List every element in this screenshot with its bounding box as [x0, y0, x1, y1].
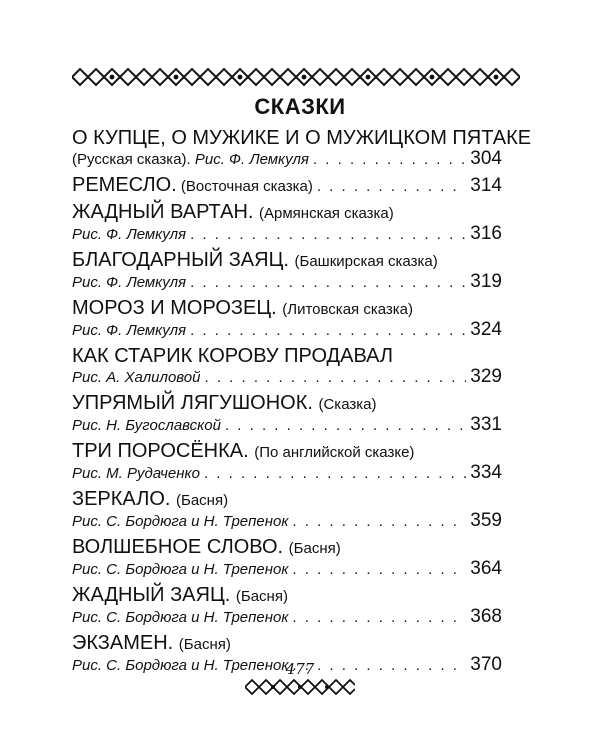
entry-page-number: 319: [470, 271, 502, 292]
entry-note: (Башкирская сказка): [294, 253, 438, 270]
entry-note: (Армянская сказка): [259, 205, 394, 222]
entry-title: РЕМЕСЛО.: [72, 174, 177, 196]
entry-page-number: 314: [470, 175, 502, 196]
entry-title: КАК СТАРИК КОРОВУ ПРОДАВАЛ: [72, 345, 394, 367]
leader-dots: [292, 512, 466, 532]
entry-title: БЛАГОДАРНЫЙ ЗАЯЦ.: [72, 249, 289, 271]
toc-entry: [72, 127, 532, 170]
toc-entry: [72, 298, 502, 341]
entry-page-number: 334: [470, 462, 502, 483]
entry-note: (Басня): [288, 540, 341, 557]
entry-credit: Рис. С. Бордюга и Н. Трепенок: [72, 513, 289, 530]
entry-note: (По английской сказке): [254, 444, 415, 461]
entry-note: (Сказка): [318, 396, 377, 413]
entry-page-number: 331: [470, 414, 502, 435]
entry-title: МОРОЗ И МОРОЗЕЦ.: [72, 297, 277, 319]
entry-title: ВОЛШЕБНОЕ СЛОВО.: [72, 536, 284, 558]
entry-title: ЖАДНЫЙ ЗАЯЦ.: [72, 584, 231, 606]
toc-entry: [72, 250, 502, 293]
section-title: СКАЗКИ: [254, 94, 346, 119]
entry-credit: Рис. Н. Бугославской: [72, 417, 221, 434]
bottom-ornament: [245, 678, 355, 696]
entry-note: (Литовская сказка): [282, 301, 414, 318]
entry-note: (Басня): [178, 636, 231, 653]
toc-entry: [72, 175, 502, 197]
entry-page-number: 316: [470, 223, 502, 244]
leader-dots: [317, 177, 466, 197]
leader-dots: [225, 416, 466, 436]
top-ornament: [72, 66, 520, 88]
entry-credit: Рис. С. Бордюга и Н. Трепенок: [72, 561, 289, 578]
entry-note: (Басня): [176, 492, 229, 509]
entry-title: ЖАДНЫЙ ВАРТАН.: [72, 201, 254, 223]
entry-credit: Рис. Ф. Лемкуля: [194, 151, 309, 168]
leader-dots: [190, 225, 466, 245]
entry-page-number: 368: [470, 606, 502, 627]
page-number: 477: [285, 660, 315, 678]
entry-note: (Восточная сказка): [180, 178, 313, 195]
toc-entry: [72, 537, 502, 580]
leader-dots: [292, 560, 466, 580]
toc-entry: [72, 489, 502, 532]
entry-page-number: 329: [470, 366, 502, 387]
entry-credit: Рис. Ф. Лемкуля: [72, 322, 187, 339]
entry-page-number: 370: [470, 654, 502, 675]
toc-entry: [72, 441, 502, 484]
entry-title: О КУПЦЕ, О МУЖИКЕ И О МУЖИЦКОМ ПЯТАКЕ: [72, 127, 532, 149]
toc-entry: [72, 585, 502, 628]
leader-dots: [190, 321, 466, 341]
leader-dots: [313, 150, 466, 170]
entry-credit: Рис. Ф. Лемкуля: [72, 226, 187, 243]
toc-entry: [72, 393, 502, 436]
entry-note: (Басня): [235, 588, 288, 605]
table-of-contents: [72, 127, 532, 681]
leader-dots: [190, 273, 466, 293]
entry-page-number: 324: [470, 319, 502, 340]
entry-credit: Рис. Ф. Лемкуля: [72, 274, 187, 291]
leader-dots: [205, 368, 467, 388]
leader-dots: [292, 608, 466, 628]
entry-page-number: 304: [470, 148, 502, 169]
star-ornament-marks: [271, 685, 329, 689]
toc-entry: [72, 346, 502, 388]
entry-note: (Русская сказка).: [72, 151, 191, 168]
leader-dots: [204, 464, 466, 484]
entry-credit: Рис. С. Бордюга и Н. Трепенок: [72, 657, 289, 674]
entry-title: ТРИ ПОРОСЁНКА.: [72, 440, 249, 462]
entry-title: ЭКЗАМЕН.: [72, 632, 174, 654]
entry-credit: Рис. С. Бордюга и Н. Трепенок: [72, 609, 289, 626]
zigzag-ornament-pattern: [72, 69, 520, 85]
entry-title: УПРЯМЫЙ ЛЯГУШОНОК.: [72, 392, 313, 414]
entry-credit: Рис. М. Рудаченко: [72, 465, 200, 482]
entry-title: ЗЕРКАЛО.: [72, 488, 171, 510]
entry-page-number: 364: [470, 558, 502, 579]
entry-page-number: 359: [470, 510, 502, 531]
entry-credit: Рис. А. Халиловой: [72, 369, 201, 386]
toc-entry: [72, 202, 502, 245]
